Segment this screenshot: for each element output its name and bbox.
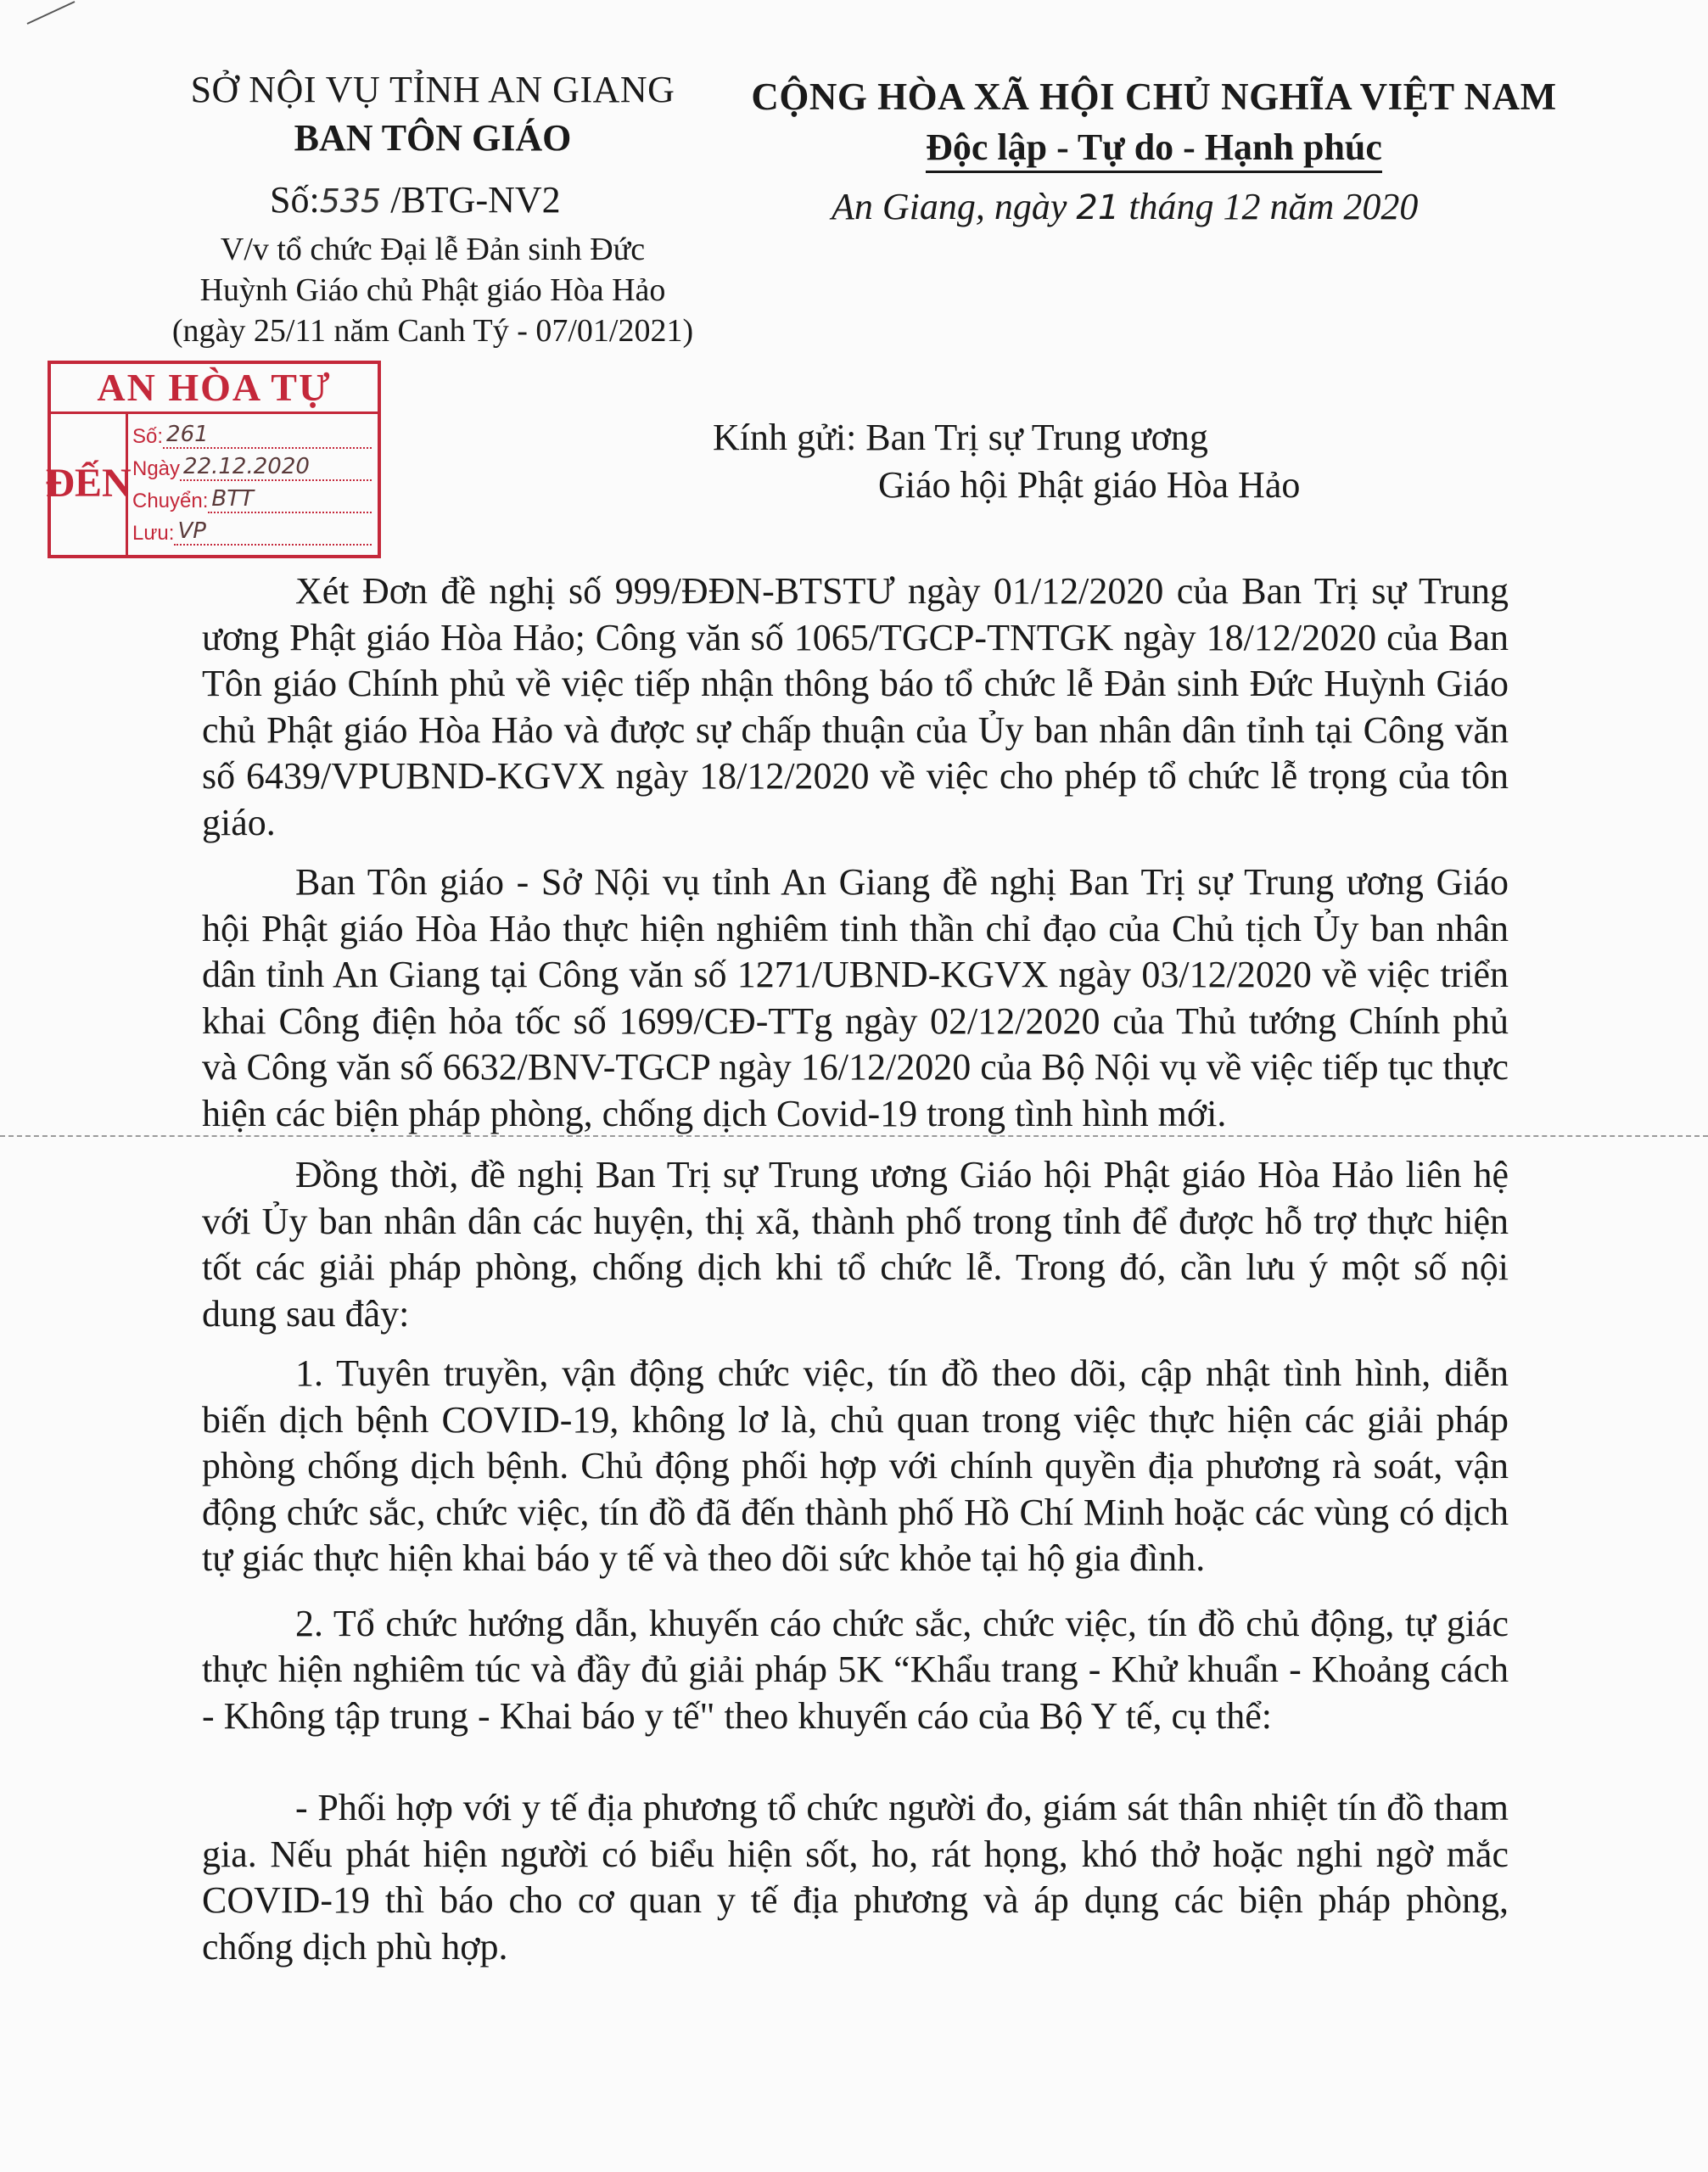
nation-title: CỘNG HÒA XÃ HỘI CHỦ NGHĨA VIỆT NAM xyxy=(751,76,1557,118)
stamp-ngay-label: Ngày xyxy=(132,457,181,480)
subject-line: V/v tổ chức Đại lễ Đản sinh Đức xyxy=(220,232,646,267)
stamp-luu-value: VP xyxy=(174,518,372,546)
date-line xyxy=(832,185,1418,228)
subject-line: (ngày 25/11 năm Canh Tý - 07/01/2021) xyxy=(171,313,694,349)
stamp-luu-label: Lưu: xyxy=(132,522,175,545)
subject-block xyxy=(127,229,738,351)
recipient-line: Kính gửi: Ban Trị sự Trung ương xyxy=(713,417,1208,458)
stamp-den: ĐẾN xyxy=(51,411,128,555)
stamp-row-luu xyxy=(132,513,372,546)
agency-parent: SỞ NỘI VỤ TỈNH AN GIANG xyxy=(190,69,675,110)
number-label: Số: xyxy=(270,179,320,221)
stamp-chuyen-value: BTT xyxy=(208,486,372,513)
stamp-title: AN HÒA TỰ xyxy=(51,364,378,414)
date-suffix: tháng 12 năm 2020 xyxy=(1119,186,1419,227)
body-paragraph: - Phối hợp với y tế địa phương tổ chức người đo, giám sát thân nhiệt tín đồ tham gia. Nếu phát hiện người có biểu hiện sốt, ho, rát họng, khó thở hoặc nghi ngờ mắc COVID-19 thì báo cho cơ quan y tế địa phương và áp dụng các biện pháp phòng, chống dịch phù hợp. xyxy=(202,1787,1509,1968)
agency-header xyxy=(127,68,738,160)
recipient-block xyxy=(713,414,1300,509)
paper-fold-line xyxy=(0,1135,1708,1137)
stamp-row-so xyxy=(132,417,372,449)
stamp-chuyen-label: Chuyển: xyxy=(132,490,209,512)
number-suffix: /BTG-NV2 xyxy=(381,179,561,221)
body-paragraph: 1. Tuyên truyền, vận động chức việc, tín đồ theo dõi, cập nhật tình hình, diễn biến dịch bệnh COVID-19, không lơ là, chủ quan trong việc thực hiện các giải pháp phòng chống dịch bệnh. Chủ động phối hợp với chính quyền địa phương rà soát, vận động chức sắc, chức việc, tín đồ đã đến thành phố Hồ Chí Minh hoặc các vùng có dịch tự giác thực hiện khai báo y tế và theo dõi sức khỏe tại hộ gia đình. xyxy=(202,1352,1509,1579)
number-handwritten: 535 xyxy=(319,182,382,220)
document-number xyxy=(270,178,561,221)
stamp-row-ngay xyxy=(132,449,372,481)
date-day-handwritten: 21 xyxy=(1076,188,1120,227)
subject-line: Huỳnh Giáo chủ Phật giáo Hòa Hảo xyxy=(199,272,666,308)
body-paragraph: Xét Đơn đề nghị số 999/ĐĐN-BTSTƯ ngày 01/12/2020 của Ban Trị sự Trung ương Phật giáo Hòa Hảo; Công văn số 1065/TGCP-TNTGK ngày 18/12/2020 của Ban Tôn giáo Chính phủ về việc tiếp nhận thông báo tổ chức lễ Đản sinh Đức Huỳnh Giáo chủ Phật giáo Hòa Hảo và được sự chấp thuận của Ủy ban nhân dân tỉnh tại Công văn số 6439/VPUBND-KGVX ngày 18/12/2020 về việc cho phép tổ chức lễ trọng của tôn giáo. xyxy=(202,570,1509,843)
body-paragraph: 2. Tổ chức hướng dẫn, khuyến cáo chức sắc, chức việc, tín đồ chủ động, tự giác thực hiện nghiêm túc và đầy đủ giải pháp 5K “Khẩu trang - Khử khuẩn - Khoảng cách - Không tập trung - Khai báo y tế" theo khuyến cáo của Bộ Y tế, cụ thể: xyxy=(202,1602,1509,1737)
stamp-so-value: 261 xyxy=(163,422,372,449)
stamp-row-chuyen xyxy=(132,481,372,513)
received-stamp xyxy=(45,361,381,558)
motto: Độc lập - Tự do - Hạnh phúc xyxy=(926,126,1382,173)
body-paragraph: Ban Tôn giáo - Sở Nội vụ tỉnh An Giang đề nghị Ban Trị sự Trung ương Giáo hội Phật giáo Hòa Hảo thực hiện nghiêm tinh thần chỉ đạo của Chủ tịch Ủy ban nhân dân tỉnh An Giang tại Công văn số 1271/UBND-KGVX ngày 03/12/2020 về việc triển khai Công điện hỏa tốc số 1699/CĐ-TTg ngày 02/12/2020 của Thủ tướng Chính phủ và Công văn số 6632/BNV-TGCP ngày 16/12/2020 của Bộ Nội vụ về việc tiếp tục thực hiện các biện pháp phòng, chống dịch Covid-19 trong tình hình mới. xyxy=(202,861,1509,1134)
stamp-ngay-value: 22.12.2020 xyxy=(180,454,372,481)
stamp-so-label: Số: xyxy=(132,425,164,448)
national-header xyxy=(730,75,1578,173)
stamp-fields xyxy=(132,417,372,546)
scan-artifact-line xyxy=(25,0,76,25)
agency-name: BAN TÔN GIÁO xyxy=(294,117,572,159)
document-body xyxy=(202,568,1509,1970)
date-prefix: An Giang, ngày xyxy=(832,186,1077,227)
recipient-line: Giáo hội Phật giáo Hòa Hảo xyxy=(878,464,1301,506)
body-paragraph: Đồng thời, đề nghị Ban Trị sự Trung ương Giáo hội Phật giáo Hòa Hảo liên hệ với Ủy ban nhân dân các huyện, thị xã, thành phố trong tỉnh để được hỗ trợ thực hiện tốt các giải pháp phòng, chống dịch khi tổ chức lễ. Trong đó, cần lưu ý một số nội dung sau đây: xyxy=(202,1154,1509,1335)
